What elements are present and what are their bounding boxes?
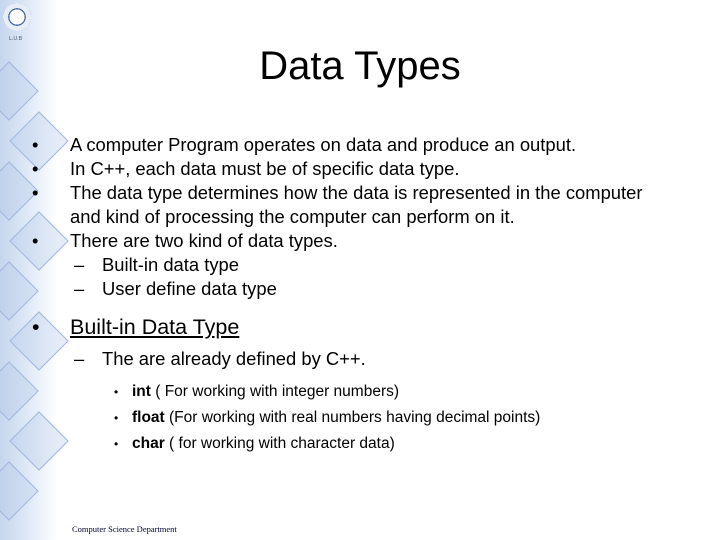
bullet-mark: •	[32, 315, 40, 339]
bullet-item	[32, 133, 692, 157]
sub-bullet-item	[74, 253, 692, 277]
bullet-mark: •	[114, 385, 119, 399]
type-keyword: char	[132, 435, 165, 452]
slide-body	[32, 133, 692, 457]
logo-caption: L.U.B	[9, 36, 23, 42]
bullet-mark: •	[114, 411, 119, 425]
bullet-mark: •	[32, 230, 39, 251]
type-description: ( For working with integer numbers)	[150, 383, 400, 400]
bullet-mark: •	[32, 158, 39, 179]
footer-text: Computer Science Department	[72, 524, 177, 534]
type-item	[114, 405, 692, 431]
slide-title: Data Types	[259, 44, 461, 88]
type-keyword: float	[132, 409, 165, 426]
section-heading: Built-in Data Type	[70, 315, 240, 339]
type-description: (For working with real numbers having decimal points)	[164, 409, 541, 426]
dash-mark: –	[74, 348, 85, 369]
sub-bullet-item	[74, 277, 692, 301]
section-subtext: The are already defined by C++.	[102, 348, 366, 369]
bullet-item	[32, 157, 692, 181]
sub-bullet-item	[74, 347, 692, 371]
dash-mark: –	[74, 278, 85, 299]
bullet-mark: •	[32, 182, 39, 203]
sub-bullet-text: User define data type	[102, 278, 277, 299]
section-heading-item	[32, 313, 692, 341]
type-list	[32, 379, 692, 457]
bullet-text: There are two kind of data types.	[70, 230, 338, 251]
type-item	[114, 431, 692, 457]
bullet-text: In C++, each data must be of specific data type.	[70, 158, 460, 179]
dash-mark: –	[74, 254, 85, 275]
bullet-text: The data type determines how the data is represented in the computer and kind of processing the computer can perform on it.	[70, 182, 643, 227]
decorative-diamond	[0, 461, 39, 520]
type-keyword: int	[132, 383, 151, 400]
bullet-mark: •	[114, 437, 119, 451]
bullet-item	[32, 229, 692, 253]
bullet-text: A computer Program operates on data and produce an output.	[70, 134, 577, 155]
type-item	[114, 379, 692, 405]
university-logo-icon	[3, 3, 31, 31]
bullet-item	[32, 181, 692, 229]
bullet-mark: •	[32, 134, 39, 155]
sub-bullet-text: Built-in data type	[102, 254, 239, 275]
type-description: ( for working with character data)	[164, 435, 395, 452]
